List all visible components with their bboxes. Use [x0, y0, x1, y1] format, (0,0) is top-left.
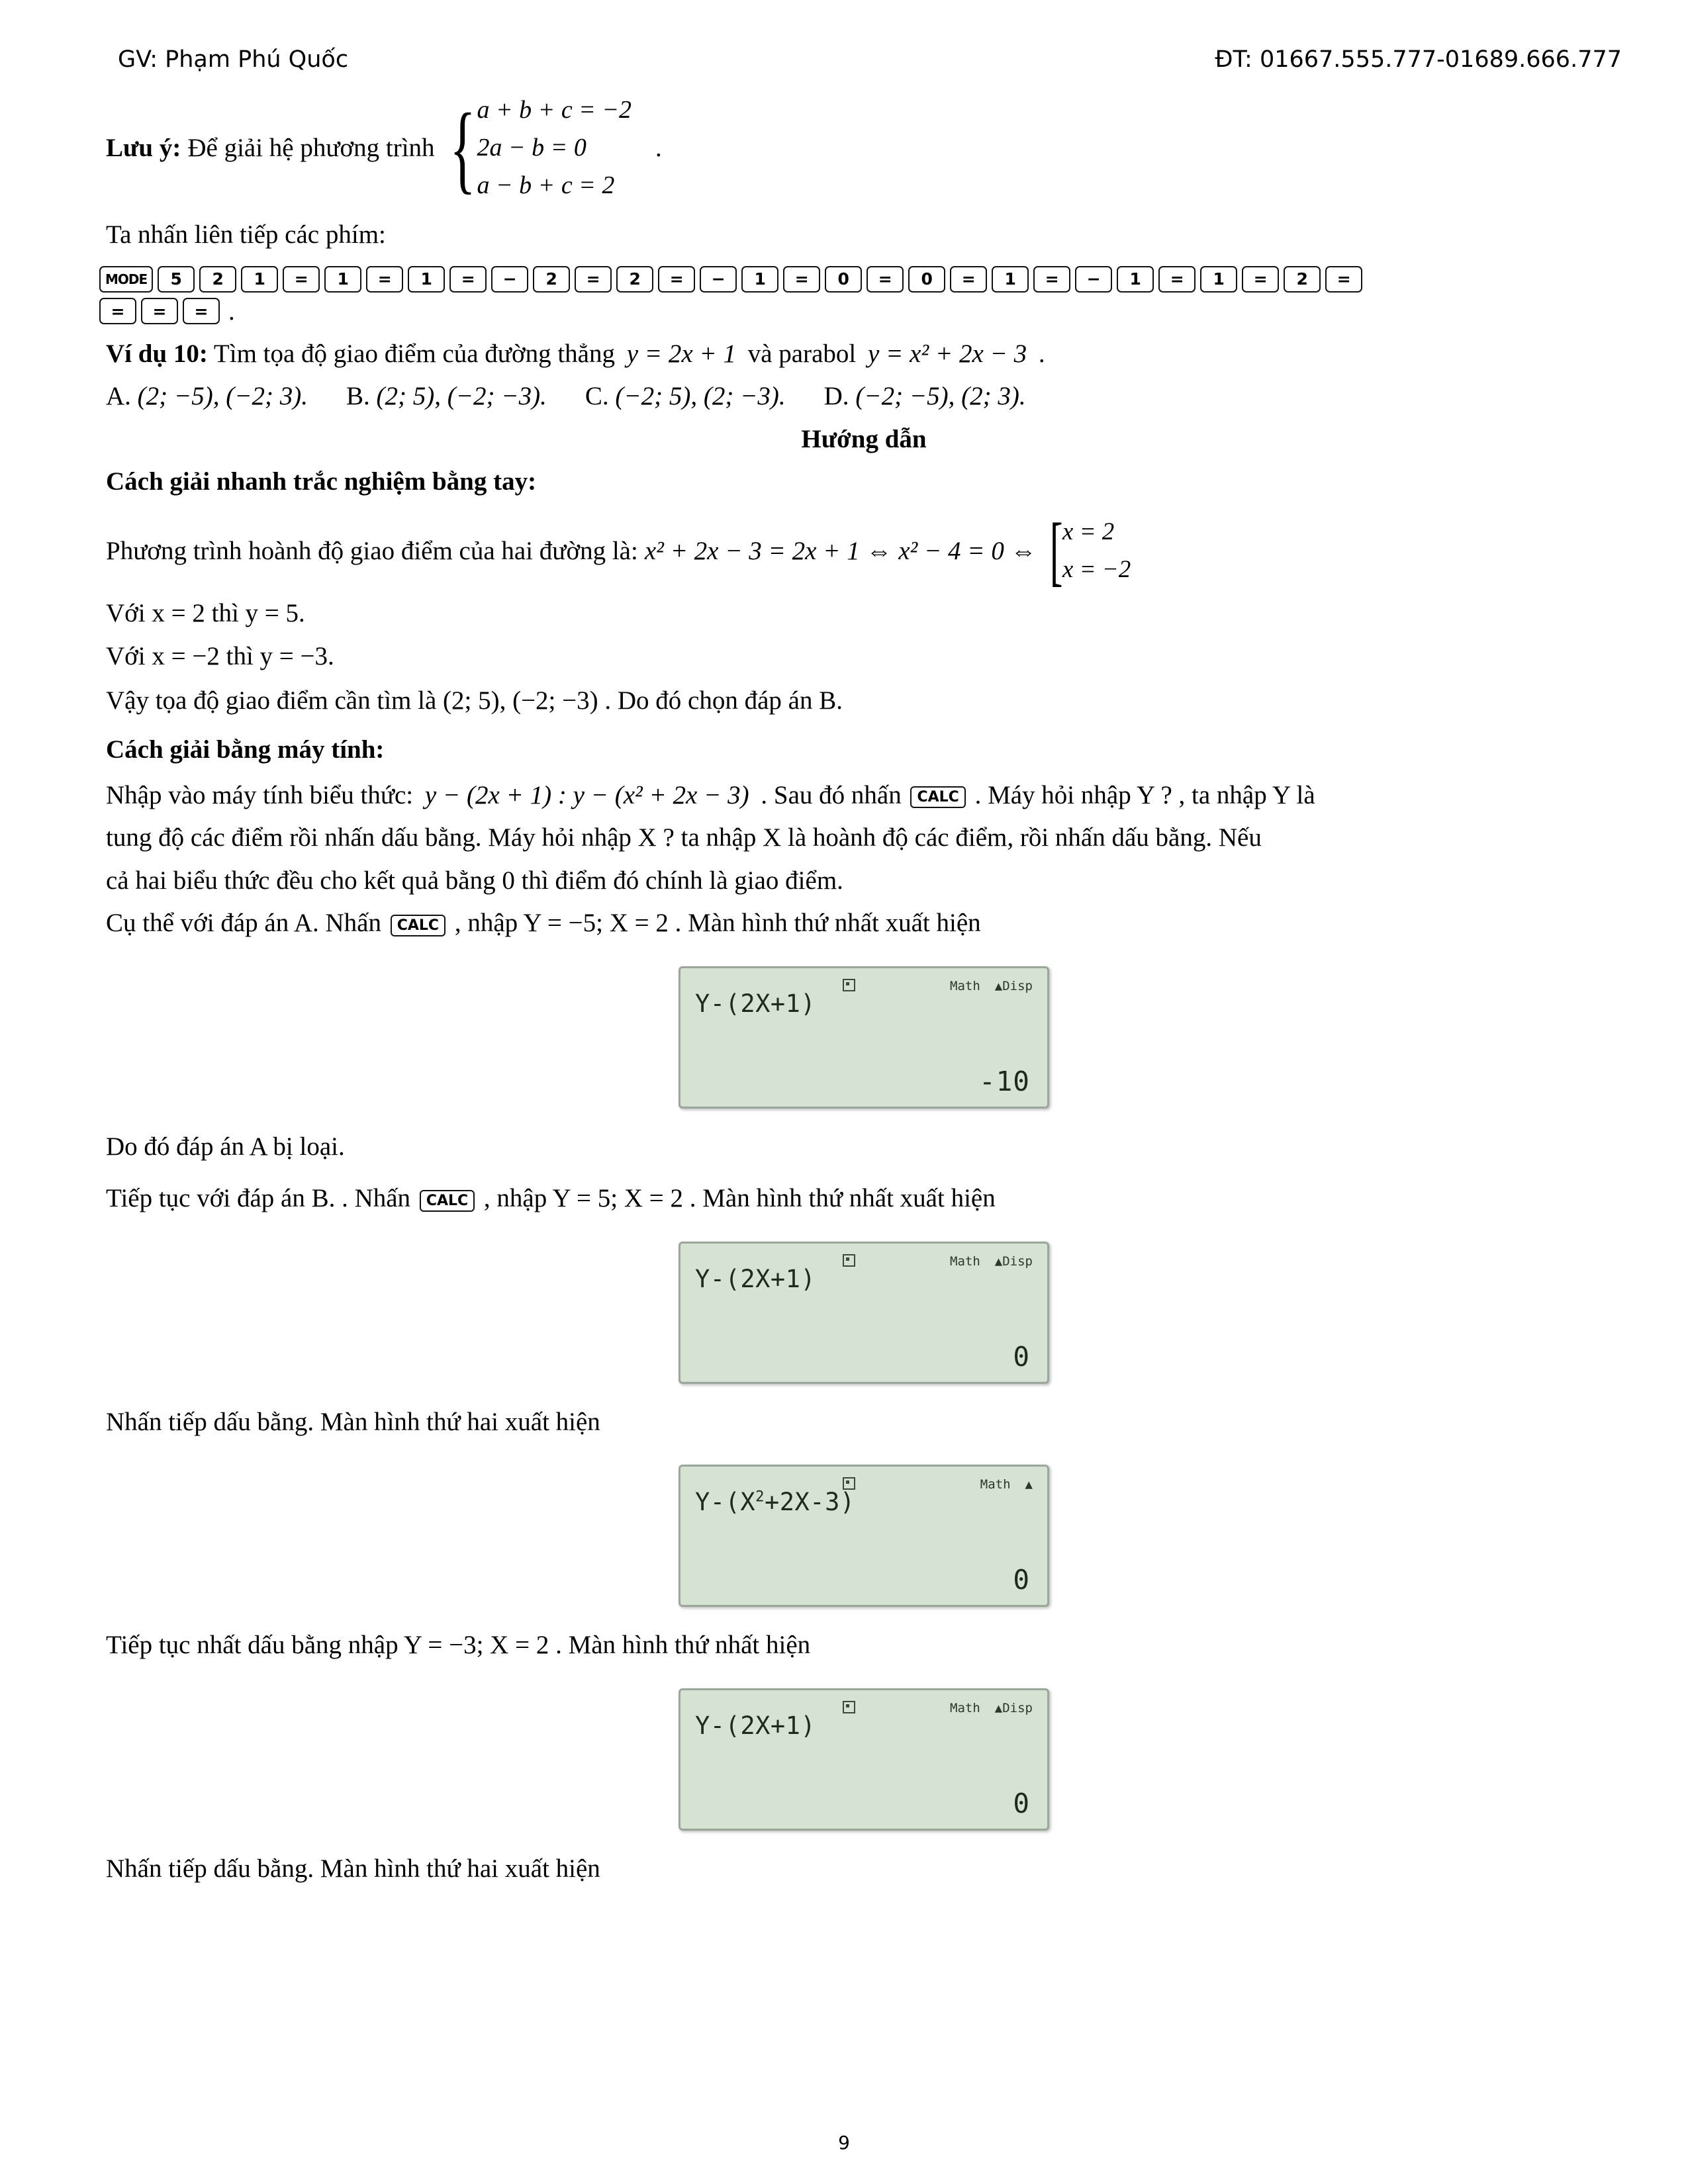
choice-c-tag: C.	[585, 382, 609, 411]
system-line-1: a + b + c = −2	[477, 96, 632, 124]
key-sequence	[99, 266, 1423, 293]
screen-result: 0	[1013, 1340, 1030, 1373]
calc-paragraph-6	[106, 1180, 1628, 1218]
calc-paragraph-5: Do đó đáp án A bị loại.	[106, 1132, 345, 1161]
calculator-screen-3-wrap	[99, 1465, 1628, 1607]
calc-p4-b: , nhập Y = −5; X = 2 . Màn hình thứ nhất xuất hiện	[454, 909, 981, 938]
choice-a-value: (2; −5), (−2; 3).	[137, 382, 308, 411]
header-phone: ĐT: 01667.555.777-01689.666.777	[1215, 46, 1622, 73]
key-item[interactable]: =	[950, 266, 987, 293]
note-period: .	[655, 134, 662, 162]
status-math: Math	[950, 1253, 980, 1269]
choice-d-tag: D.	[823, 382, 849, 411]
note-text: Để giải hệ phương trình	[187, 134, 435, 162]
key-item[interactable]: =	[575, 266, 612, 293]
answer-choice-d[interactable]	[824, 378, 1026, 416]
key-item[interactable]: 2	[199, 266, 236, 293]
key-item[interactable]: 1	[992, 266, 1029, 293]
status-disp-icon: ▲Disp	[994, 1700, 1033, 1715]
answer-choice-b[interactable]	[346, 378, 547, 416]
choice-b-value: (2; 5), (−2; −3).	[376, 382, 547, 411]
calc-p6-a: Tiếp tục với đáp án B. . Nhấn	[106, 1184, 411, 1213]
screen-expression-3	[695, 1488, 1033, 1516]
key-item[interactable]: =	[1033, 266, 1070, 293]
calc-p1-expression: y − (2x + 1) : y − (x² + 2x − 3)	[424, 780, 749, 809]
header-teacher: GV: Phạm Phú Quốc	[118, 46, 349, 73]
example-statement	[106, 336, 1628, 373]
example-line-equation: y = 2x + 1	[626, 339, 736, 368]
key-item[interactable]: =	[658, 266, 695, 293]
calc-paragraph-3: cả hai biểu thức đều cho kết quả bằng 0 thì điểm đó chính là giao điểm.	[106, 866, 843, 895]
screen-expression: Y-(2X+1)	[695, 1264, 816, 1293]
calc-paragraph-1	[106, 777, 1628, 815]
key-item[interactable]: =	[449, 266, 487, 293]
cursor-box-icon	[843, 1477, 855, 1490]
manual-equation-prefix: Phương trình hoành độ giao điểm của hai đường là:	[106, 536, 638, 565]
key-item[interactable]: 2	[1284, 266, 1321, 293]
page-number: 9	[838, 2132, 850, 2154]
cursor-box-icon	[843, 979, 855, 991]
key-item[interactable]: 5	[158, 266, 195, 293]
note-label: Lưu ý:	[106, 134, 181, 162]
bracket-left: [	[1049, 506, 1063, 594]
screen3-expr-pre: Y-(X	[695, 1488, 756, 1517]
key-item[interactable]: −	[1075, 266, 1112, 293]
manual-line-3: Với x = −2 thì y = −3.	[106, 641, 334, 670]
key-item[interactable]: =	[1158, 266, 1196, 293]
calc-paragraph-9: Nhấn tiếp dấu bằng. Màn hình thứ hai xuất hiện	[106, 1854, 600, 1883]
key-sequence-tail	[99, 296, 1628, 326]
key-item[interactable]: 1	[324, 266, 361, 293]
status-disp-icon: ▲Disp	[994, 1253, 1033, 1269]
manual-equation-line	[106, 506, 1628, 594]
key-item[interactable]: −	[491, 266, 528, 293]
key-item[interactable]: 0	[908, 266, 945, 293]
answer-choice-c[interactable]	[585, 378, 786, 416]
calculator-screen	[679, 966, 1049, 1109]
key-item[interactable]: =	[1325, 266, 1362, 293]
key-item[interactable]: −	[700, 266, 737, 293]
calculator-screen-2-wrap	[99, 1242, 1628, 1384]
manual-case-1: x = 2	[1062, 518, 1115, 545]
calculator-screen	[679, 1242, 1049, 1384]
note-block	[106, 91, 1628, 205]
calc-p6-b: , nhập Y = 5; X = 2 . Màn hình thứ nhất xuất hiện	[483, 1184, 996, 1213]
key-item[interactable]: =	[366, 266, 403, 293]
system-line-2: 2a − b = 0	[477, 134, 586, 161]
calculator-screen-4-wrap	[99, 1688, 1628, 1831]
brace-left: {	[449, 93, 476, 203]
answer-choice-a[interactable]	[106, 378, 308, 416]
key-item[interactable]: =	[867, 266, 904, 293]
calculator-screen	[679, 1465, 1049, 1607]
key-item[interactable]: 1	[408, 266, 445, 293]
key-item[interactable]: 1	[241, 266, 278, 293]
choice-a-tag: A.	[106, 382, 131, 411]
cursor-box-icon	[843, 1701, 855, 1713]
calc-key-button[interactable]: CALC	[910, 786, 965, 809]
calc-solution-heading: Cách giải bằng máy tính:	[106, 735, 385, 764]
status-math: Math	[980, 1477, 1011, 1492]
key-item[interactable]: =	[783, 266, 820, 293]
screen-result: 0	[1013, 1564, 1030, 1596]
calc-p1-a: Nhập vào máy tính biểu thức:	[106, 780, 414, 809]
key-item[interactable]: =	[141, 298, 178, 324]
calculator-screen	[679, 1688, 1049, 1831]
key-item[interactable]: =	[183, 298, 220, 324]
key-item[interactable]: =	[99, 298, 136, 324]
page-header	[99, 46, 1628, 73]
example-parabola-equation: y = x² + 2x − 3	[868, 339, 1027, 368]
status-math: Math	[950, 1700, 980, 1715]
calc-paragraph-7: Nhấn tiếp dấu bằng. Màn hình thứ hai xuất hiện	[106, 1407, 600, 1436]
choice-c-value: (−2; 5), (2; −3).	[615, 382, 786, 411]
choice-d-value: (−2; −5), (2; 3).	[855, 382, 1026, 411]
manual-heading: Cách giải nhanh trắc nghiệm bằng tay:	[106, 467, 537, 496]
screen-result: -10	[978, 1065, 1030, 1097]
calc-key-button[interactable]: CALC	[420, 1190, 475, 1212]
key-item[interactable]: 2	[616, 266, 653, 293]
key-item[interactable]: 1	[1117, 266, 1154, 293]
example-period: .	[1038, 339, 1045, 368]
choice-b-tag: B.	[346, 382, 370, 411]
key-item[interactable]: 1	[741, 266, 778, 293]
manual-line-4: Vậy tọa độ giao điểm cần tìm là (2; 5), (−2; −3) . Do đó chọn đáp án B.	[106, 686, 843, 715]
keys-intro: Ta nhấn liên tiếp các phím:	[106, 220, 386, 249]
key-item[interactable]: 2	[533, 266, 570, 293]
calculator-screen-1-wrap	[99, 966, 1628, 1109]
key-sequence-period: .	[228, 296, 235, 326]
key-mode[interactable]: MODE	[99, 266, 153, 293]
key-item[interactable]: 0	[825, 266, 862, 293]
manual-case-2: x = −2	[1062, 556, 1131, 584]
key-item[interactable]: =	[283, 266, 320, 293]
cursor-box-icon	[843, 1254, 855, 1267]
example-text-2: và parabol	[747, 339, 857, 368]
status-disp-icon: ▲Disp	[994, 978, 1033, 993]
key-item[interactable]: 1	[1200, 266, 1237, 293]
calc-p4-a: Cụ thể với đáp án A. Nhấn	[106, 909, 381, 938]
answer-choices	[106, 378, 1628, 416]
calc-key-button[interactable]: CALC	[391, 915, 445, 937]
example-label: Ví dụ 10:	[106, 339, 208, 368]
note-system	[439, 91, 632, 205]
manual-equation-math: x² + 2x − 3 = 2x + 1 ⇔ x² − 4 = 0 ⇔	[644, 536, 1037, 565]
system-line-3: a − b + c = 2	[477, 171, 615, 199]
calc-p1-b: . Sau đó nhấn	[761, 780, 902, 809]
screen-expression: Y-(2X+1)	[695, 1711, 816, 1740]
screen3-expr-post: +2X-3)	[764, 1488, 855, 1517]
guide-title: Hướng dẫn	[801, 424, 927, 453]
screen-result: 0	[1013, 1787, 1030, 1819]
status-disp-icon: ▲	[1025, 1477, 1033, 1492]
key-item[interactable]: =	[1242, 266, 1279, 293]
screen3-expr-sup: 2	[755, 1488, 765, 1506]
manual-line-2: Với x = 2 thì y = 5.	[106, 599, 305, 628]
calc-p1-c: . Máy hỏi nhập Y ? , ta nhập Y là	[974, 780, 1315, 809]
example-text-1: Tìm tọa độ giao điểm của đường thẳng	[213, 339, 615, 368]
calc-paragraph-4	[106, 905, 1628, 942]
calc-paragraph-8: Tiếp tục nhất dấu bằng nhập Y = −3; X = 2 . Màn hình thứ nhất hiện	[106, 1631, 811, 1660]
screen-expression: Y-(2X+1)	[695, 989, 816, 1018]
status-math: Math	[950, 978, 980, 993]
calc-paragraph-2: tung độ các điểm rồi nhấn dấu bằng. Máy hỏi nhập X ? ta nhập X là hoành độ các điểm, rồi nhấn dấu bằng. Nếu	[106, 823, 1262, 852]
